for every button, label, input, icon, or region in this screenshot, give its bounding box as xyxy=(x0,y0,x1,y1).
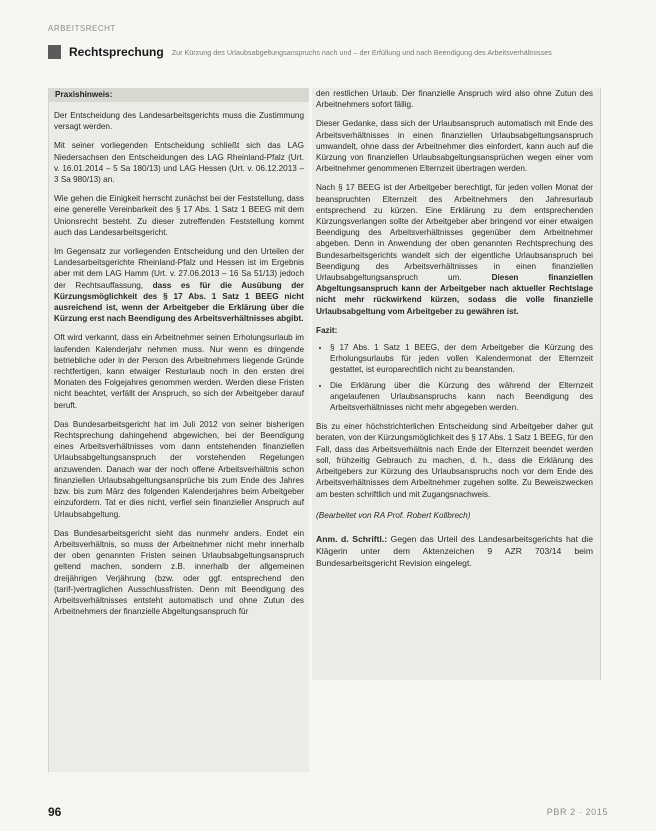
page-footer xyxy=(48,804,608,820)
paragraph-text: Im Gegensatz zur vorliegenden Entscheidung und den Urteilen der Landesarbeitsgerichte Rheinland-Pfalz und Hessen ist im Ergebnis aber mit dem LAG Hamm (Urt. v. 27.06.2013 – 16 Sa 51/13) jedoch der Rechtsauffassung, xyxy=(54,247,304,290)
paragraph: Dieser Gedanke, dass sich der Urlaubsanspruch automatisch mit Ende des Arbeitsverhältnisses in einen finanziellen Urlaubsabgeltungsanspruch umwandelt, ohne dass der Arbeitnehmer dies einfordert, kann auch auf die Kürzung von finanziellen Urlaubsabgeltungsansprüchen wegen einer vom Arbeitnehmer genommenen Elternzeit übertragen werden. xyxy=(316,119,593,174)
paragraph: Bis zu einer höchstrichterlichen Entscheidung sind Arbeitgeber daher gut beraten, von der Kürzungsmöglichkeit des § 17 Abs. 1 Satz 1 BEEG, für den Fall, dass das Arbeitsverhältnis nach Ende der Elternzeit beendet werden soll, frühzeitig Gebrauch zu machen, d. h., dass die Erklärung des Arbeitgebers zur Kürzung des Urlaubsanspruchs noch vor dem Ende des Arbeitsverhältnisses dem Arbeitnehmer zugehen sollte. Zu Beweiszwecken am besten schriftlich und mit Zugangsnachweis. xyxy=(316,422,593,499)
editor-note-text: Gegen das Urteil des Landesarbeitsgerichts hat die Klägerin unter dem Aktenzeichen 9 AZR 703/14 beim Bundesarbeitsgericht Revision eingelegt. xyxy=(316,533,593,568)
list-item: • Die Erklärung über die Kürzung des während der Elternzeit angelaufenen Urlaubsanspruchs kann nach Beendigung des Arbeitsverhältnisses nicht mehr abgegeben werden. xyxy=(330,380,593,414)
header-title: Rechtsprechung xyxy=(69,45,164,59)
practice-heading: Praxishinweis: xyxy=(49,88,309,102)
page-header xyxy=(48,44,608,60)
emphasis-text: dass es für die Ausübung der Kürzungsmöglichkeit des § 17 Abs. 1 Satz 1 BEEG nicht ausreichend ist, wenn der Arbeitgeber die Erklärung über die Kürzung erst nach Beendigung des Arbeitsverhältnisses abgibt. xyxy=(54,280,304,324)
header-subtitle: Zur Kürzung des Urlaubsabgeltungsanspruchs nach und – der Erfüllung und nach Beendigung des Arbeitsverhältnisses xyxy=(171,47,552,57)
emphasis-text: Diesen finanziellen Abgeltungsanspruch kann der Arbeitgeber nach aktueller Rechtslage nicht mehr rückwirkend kürzen, sodass die volle finanzielle Urlaubsabgeltung vom Arbeitgeber zu gewähren ist. xyxy=(316,273,593,316)
left-column xyxy=(54,110,304,625)
paragraph: den restlichen Urlaub. Der finanzielle Anspruch wird also ohne Zutun des Arbeitnehmers sofort fällig. xyxy=(316,89,593,110)
editor-note xyxy=(316,533,593,569)
fazit-list xyxy=(316,342,593,413)
paragraph: Oft wird verkannt, dass ein Arbeitnehmer seinen Erholungsurlaub im laufenden Kalenderjahr nehmen muss. Nur wenn es dringende betriebliche oder in der Person des Arbeitnehmers liegende Gründe rechtfertigen, kann etwaiger Resturlaub noch in den ersten drei Monaten des Folgejahres genommen werden. Werden diese Fristen nicht beachtet, verfällt der Anspruch, so sich der Arbeitgeber darauf beruft. xyxy=(54,333,304,410)
paragraph: Der Entscheidung des Landesarbeitsgerichts muss die Zustimmung versagt werden. xyxy=(54,111,304,132)
right-column xyxy=(316,88,593,569)
editor-note-label: Anm. d. Schriftl.: xyxy=(316,533,388,544)
section-label: ARBEITSRECHT xyxy=(48,24,116,33)
paragraph xyxy=(54,246,304,324)
fazit-heading: Fazit: xyxy=(316,325,338,335)
paragraph: Das Bundesarbeitsgericht hat im Juli 2012 von seiner bisherigen Rechtsprechung dahingehend abgewichen, bei der Beendigung eines Arbeitsverhältnisses vom dann entstehenden finanziellen Urlaubsabgeltungsanspruch der vorstehenden Regelungen anzuwenden. Danach war der noch offene Arbeitsverhältnis schon finanziellen Urlaubsabgeltungsansprüche bis zum Ende des Jahres bzw. bis zum März des folgenden Kalenderjahres beim Arbeitgeber einzufordern. Tat er dies nicht, verfiel sein finanzieller Anspruch auf Urlaubsabgeltung. xyxy=(54,419,304,519)
paragraph xyxy=(316,182,593,316)
paragraph: Das Bundesarbeitsgericht sieht das nunmehr anders. Endet ein Arbeitsverhältnis, so muss der Arbeitnehmer nicht mehr innerhalb der oben genannten Fristen seinen Urlaubsabgeltungsanspruch geltend machen, sondern z.B. innerhalb der allgemeinen dreijährigen Verjährung (bzw. oder ggf. entsprechend den (tarif-)vertraglichen Ausschlussfristen. Denn mit Beendigung des Arbeitsverhältnisses entsteht automatisch und ohne Zutun des Arbeitnehmers der finanzielle Abgeltungsanspruch für xyxy=(54,528,304,617)
list-item: • § 17 Abs. 1 Satz 1 BEEG, der dem Arbeitgeber die Kürzung des Erholungsurlaubs für jeden vollen Kalendermonat der Elternzeit gestattet, ist europarechtlich nicht zu beanstanden. xyxy=(330,342,593,376)
author-signature: (Bearbeitet von RA Prof. Robert Kollbrech) xyxy=(316,510,471,520)
paragraph: Mit seiner vorliegenden Entscheidung schließt sich das LAG Niedersachsen den Entscheidungen des LAG Rheinland-Pfalz (Urt. v. 16.01.2014 – 5 Sa 180/13) und LAG Hessen (Urt. v. 06.12.2013 – 3 Sa 980/13) an. xyxy=(54,141,304,185)
paragraph-text: Nach § 17 BEEG ist der Arbeitgeber berechtigt, für jeden vollen Monat der beanspruchten Elternzeit des Arbeitnehmers den Jahresurlaub entsprechend zu kürzen. Eine Erklärung zu dem entsprechenden Kürzungsverlangen sollte der Arbeitgeber aber bringend vor einer etwaigen Beendigung des Arbeitsverhältnisses gegenüber dem Arbeitnehmer abgeben. Denn in Anwendung der oben genannten Rechtsprechung des Bundesarbeitsgerichts wandelt sich der eigentliche Urlaubsanspruch bei Beendigung des Arbeitsverhältnisses in einen finanziellen Urlaubsabgeltungsanspruch um. xyxy=(316,183,593,283)
page-number: 96 xyxy=(48,805,62,819)
issue-label: PBR 2 · 2015 xyxy=(546,807,608,817)
paragraph: Wie gehen die Einigkeit herrscht zunächst bei der Feststellung, dass eine generelle Vereinbarkeit des § 17 Abs. 1 Satz 1 BEEG mit dem Unionsrecht besteht. Zu dieser zutreffenden Feststellung kommt auch das Landesarbeitsgericht. xyxy=(54,194,304,237)
header-marker xyxy=(48,45,61,59)
